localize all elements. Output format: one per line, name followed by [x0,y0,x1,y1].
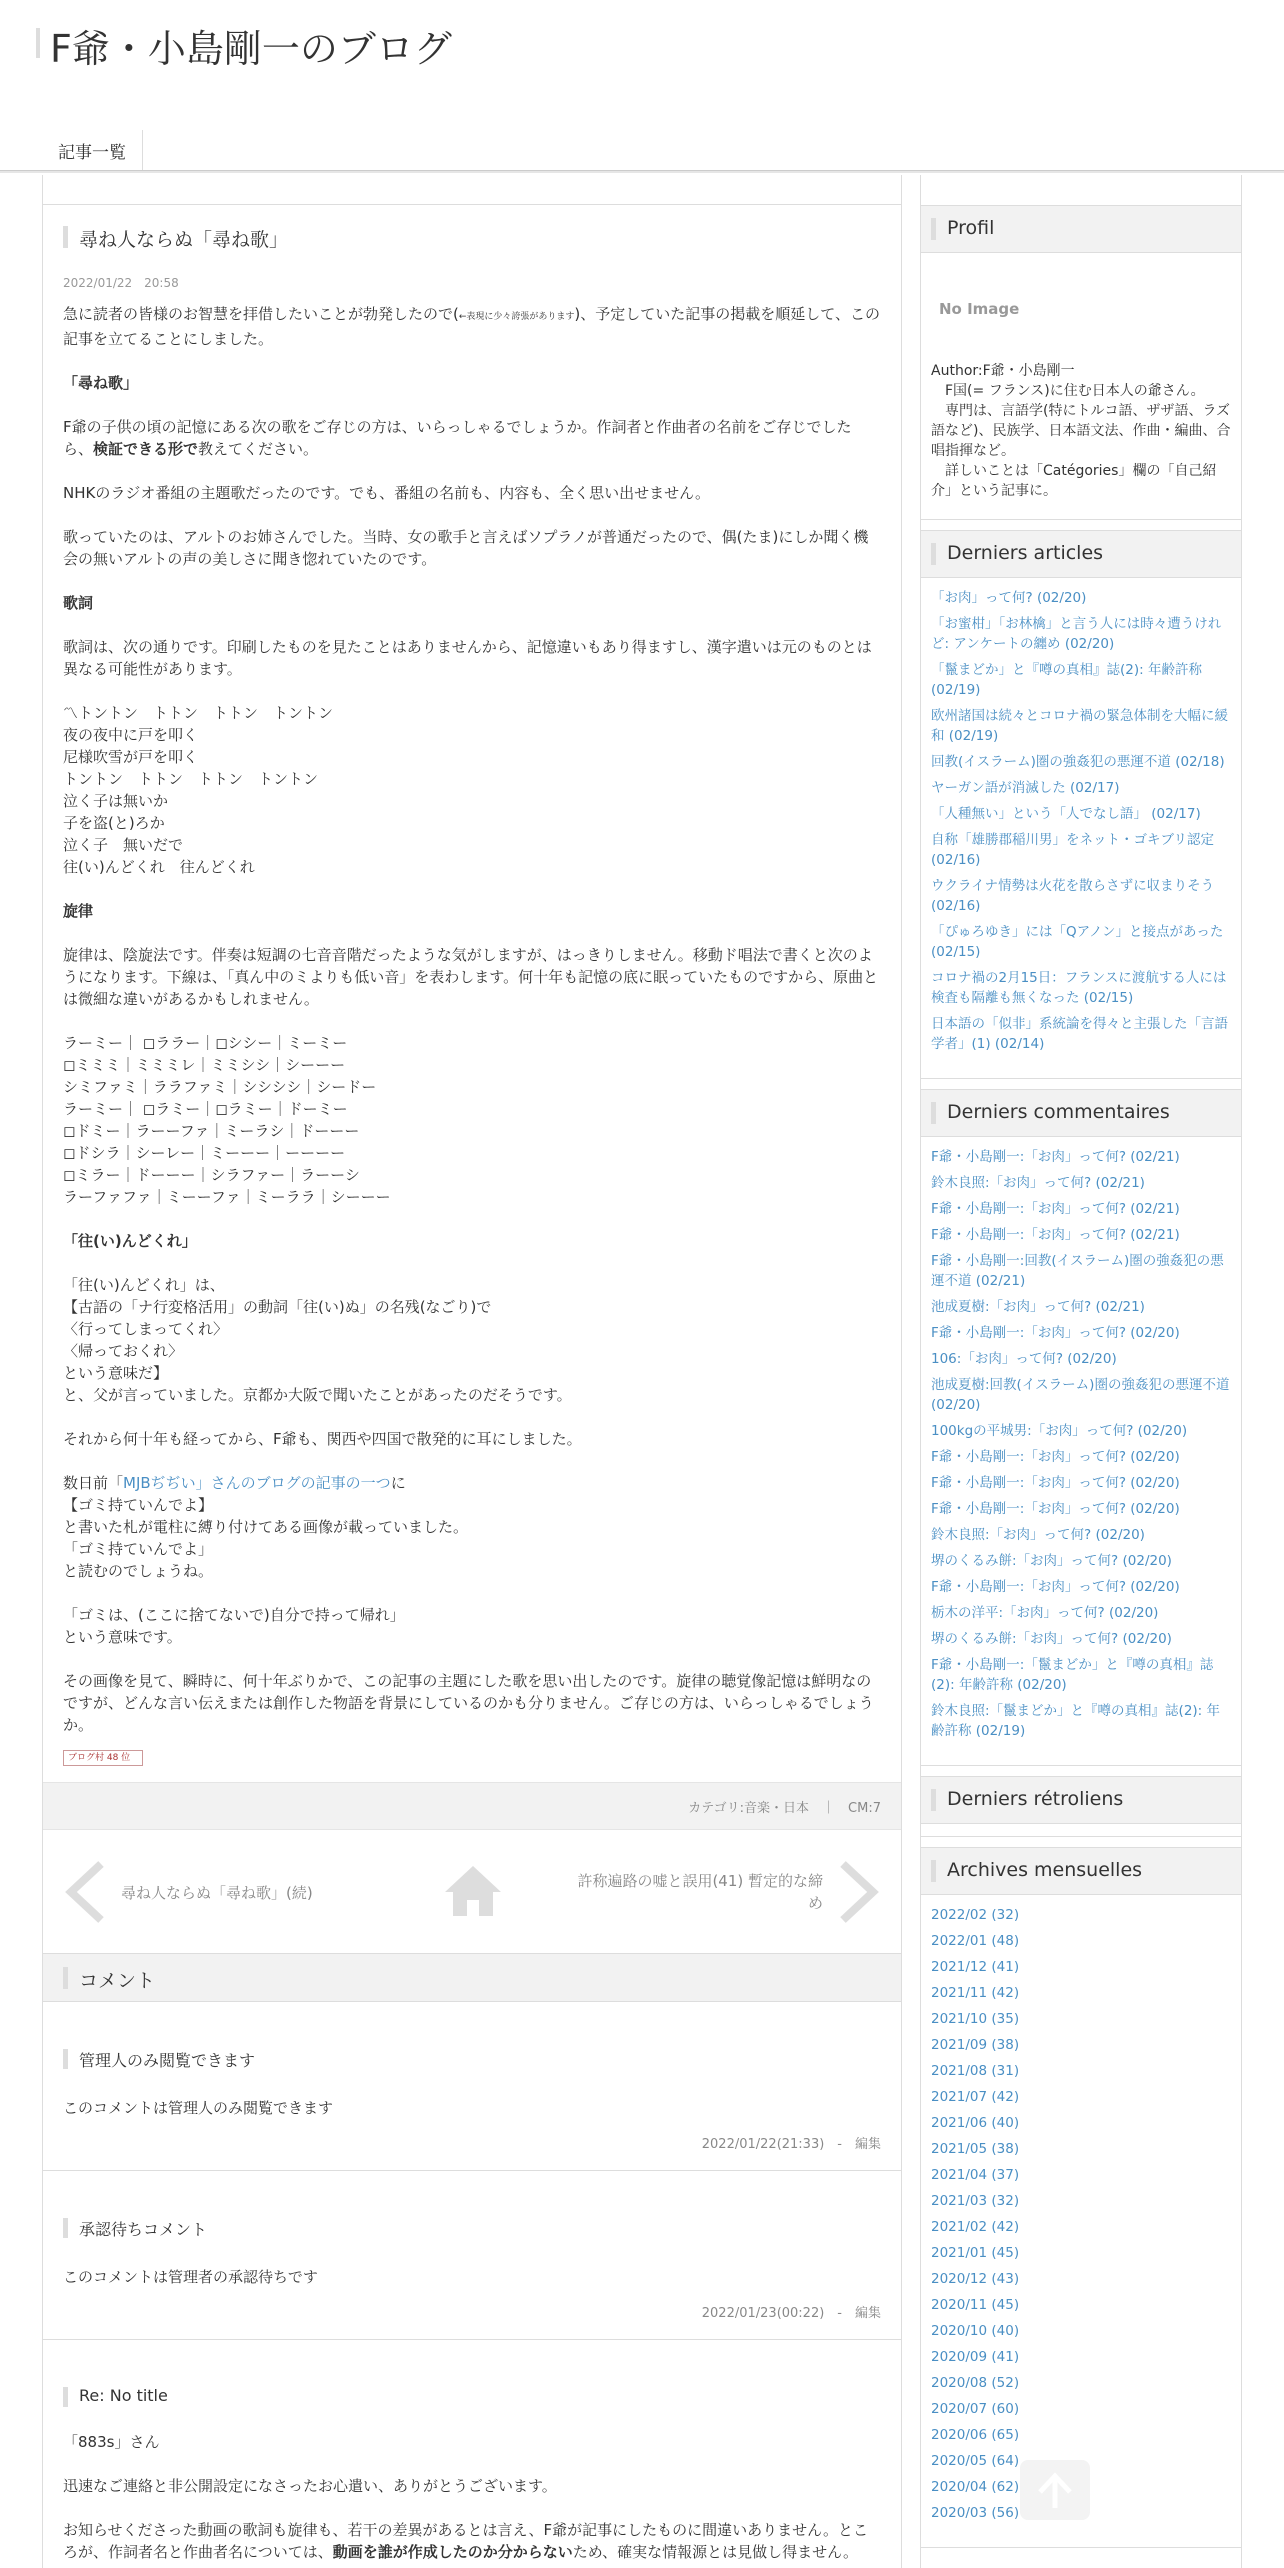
recent-comment-link[interactable]: 池成夏樹:回教(イスラーム)圏の強姦犯の悪運不道 (02/20) [931,1377,1230,1413]
comments-title: コメント [63,1966,881,1993]
section-heading: 旋律 [63,902,94,920]
chevron-right-icon [837,1860,881,1924]
recent-comments-title: Derniers commentaires [931,1101,1231,1123]
section-heading: 「往(い)んどくれ」 [63,1232,197,1250]
arrow-up-icon [1020,2460,1090,2520]
comment-text: このコメントは管理者の承認待ちです [63,2268,318,2286]
text: )、予定していた記事の掲載を順延して、この記事を立てることにしました。 [63,305,880,348]
archive-link[interactable]: 2020/04 (62) [931,2479,1020,2495]
title-accent-bar [36,28,40,58]
text: F爺の子供の頃の記憶にある次の歌をご存じの方は、いらっしゃるでしょうか。作詞者と作曲者の名前をご存じでしたら、 [63,418,852,458]
recent-article-link[interactable]: 日本語の「似非」系統論を得々と主張した「言語学者」(1) (02/14) [931,1016,1228,1052]
blog-ranking-badge[interactable]: ブログ村 48 位 [63,1750,143,1766]
archive-link[interactable]: 2020/07 (60) [931,2401,1020,2417]
recent-comments-header [921,1089,1241,1137]
prev-article-link[interactable] [63,1852,363,1932]
recent-comment-link[interactable]: 鈴木良照:「鬣まどか」と『噂の真相』誌(2): 年齢許称 (02/19) [931,1703,1221,1739]
profile-avatar: No Image [939,300,1020,318]
recent-comment-link[interactable]: F爺・小島剛一:回教(イスラーム)圏の強姦犯の悪運不道 (02/21) [931,1253,1224,1289]
recent-comment-link[interactable]: 堺のくるみ餅:「お肉」って何? (02/20) [931,1631,1172,1647]
lyrics-block: 〽トントン トトン トトン トントン 夜の夜中に戸を叩く 尼様吹雪が戸を叩く トントン トトン トトン トントン 泣く子は無いか 子を盗(と)ろか 泣く子 無いだで 往(い)んどくれ 往んどくれ [63,704,334,876]
paragraph-alto: 歌っていたのは、アルトのお姉さんでした。当時、女の歌手と言えばソプラノが普通だったので、偶(たま)にしか聞く機会の無いアルトの声の美しさに聞き惚れていたのです。 [63,528,869,568]
text: ため、確実な情報源とは見做し得ません。 [572,2543,859,2561]
archive-link[interactable]: 2021/05 (38) [931,2141,1020,2157]
heading-song [63,372,881,394]
section-heading: 「尋ね歌」 [63,374,139,392]
paragraph-conclusion: その画像を見て、瞬時に、何十年ぶりかで、この記事の主題にした歌を思い出したのです。旋律の聴覚像記憶は鮮明なのですが、どんな言い伝えまたは創作した物語を背景にしているのかも分りません。ご存じの方は、いらっしゃるでしょうか。 [63,1672,874,1734]
comment-title: 管理人のみ閲覧できます [63,2048,881,2071]
heading-lyrics [63,592,881,614]
archive-link[interactable]: 2021/08 (31) [931,2063,1020,2079]
recent-comments-list [921,1137,1241,1766]
melody-line: ◻ミミミ｜ミミミレ｜ミミシシ｜シーーー [63,1056,346,1074]
melody-line: シミファミ｜ララファミ｜シシシシ｜シードー [63,1078,377,1096]
back-to-top-button[interactable] [1020,2460,1090,2520]
melody-block [63,1032,881,1208]
comment-item [43,2048,901,2171]
emphasis: 検証できる形で [93,440,199,458]
paragraph-lyrics-intro: 歌詞は、次の通りです。印刷したものを見たことはありませんから、記憶違いもあり得ますし、漢字遣いは元のものとは異なる可能性があります。 [63,638,872,678]
recent-comment-link[interactable]: 100kgの平城男:「お肉」って何? (02/20) [931,1423,1188,1439]
archives-header [921,1847,1241,1895]
archive-link[interactable]: 2020/05 (64) [931,2453,1020,2469]
archive-link[interactable]: 2021/12 (41) [931,1959,1020,1975]
archive-link[interactable]: 2021/11 (42) [931,1985,1020,2001]
recent-article-link[interactable]: 回教(イスラーム)圏の強姦犯の悪運不道 (02/18) [931,754,1225,770]
recent-article-link[interactable]: 「ぴゅろゆき」には「Qアノン」と接点があった (02/15) [931,924,1224,960]
archive-link[interactable]: 2020/12 (43) [931,2271,1020,2287]
mjb-blog-link[interactable]: MJBぢぢい」さんのブログの記事の一つ [123,1474,391,1492]
nav-divider [0,170,1284,173]
recent-comment-link[interactable]: 堺のくるみ餅:「お肉」って何? (02/20) [931,1553,1172,1569]
recent-article-link[interactable]: 欧州諸国は続々とコロナ禍の緊急体制を大幅に緩和 (02/19) [931,708,1228,744]
text: お知らせくださった動画の歌詞も旋律も、若干の差異があるとは言え、F爺が記事にしたものに間違いありません。ところが、作詞者名と作曲者名については、 [63,2521,868,2561]
recent-article-link[interactable]: ヤーガン語が消滅した (02/17) [931,780,1120,796]
heading-indokure [63,1230,881,1252]
paragraph-kansai: それから何十年も経ってから、F爺も、関西や四国で散発的に耳にしました。 [63,1430,582,1448]
text: 数日前「 [63,1474,124,1492]
nav-article-list[interactable]: 記事一覧 [42,130,143,171]
comment-paragraph [63,2519,881,2563]
recent-article-link[interactable]: 「お蜜柑」「お林檎」と言う人には時々遭うけれど: アンケートの纏め (02/20) [931,616,1222,652]
archive-link[interactable]: 2020/06 (65) [931,2427,1020,2443]
comment-item [43,2217,901,2340]
paragraph-melody-intro: 旋律は、陰旋法です。伴奏は短調の七音音階だったような気がしますが、はっきりしません。移動ド唱法で書くと次のようになります。下線は、「真ん中のミよりも低い音」を表わします。何十年も記憶の底に眠っていたものですから、原曲とは微細な違いがあるかもしれません。 [63,946,879,1008]
profile-description: F国(= フランス)に住む日本人の爺さん。 専門は、言語学(特にトルコ語、ザザ語、ラズ語など)、民族学、日本語文法、作曲・編曲、合唱指揮など。 詳しいことは「Catégories」欄の「自己紹介」という記事に。 [931,383,1231,499]
archive-link[interactable]: 2021/03 (32) [931,2193,1020,2209]
recent-comment-link[interactable]: F爺・小島剛一:「お肉」って何? (02/20) [931,1579,1180,1595]
sidebar [920,175,1242,2568]
top-gap [43,175,901,205]
article [43,225,901,1766]
recent-articles-list [921,578,1241,1079]
recent-article-link[interactable]: 「お肉」って何? (02/20) [931,590,1087,606]
spacer [921,1766,1241,1776]
archives-list [921,1895,1241,2548]
recent-comment-link[interactable]: 鈴木良照:「お肉」って何? (02/21) [931,1175,1145,1191]
melody-line: ◻ドミー｜ラーーファ｜ミーラシ｜ドーーー [63,1122,360,1140]
recent-comment-link[interactable]: F爺・小島剛一:「お肉」って何? (02/21) [931,1227,1180,1243]
comment-meta[interactable]: 2022/01/23(00:22) - 編集 [701,2306,881,2321]
archive-link[interactable]: 2020/09 (41) [931,2349,1020,2365]
melody-line: ラーファファ｜ミーーファ｜ミーララ｜シーーー [63,1188,391,1206]
recent-comment-link[interactable]: F爺・小島剛一:「鬣まどか」と『噂の真相』誌(2): 年齢許称 (02/20) [931,1657,1214,1693]
comment-text: このコメントは管理人のみ閲覧できます [63,2099,334,2117]
melody-line: ◻ドシラ｜シーレー｜ミーーー｜ーーーー [63,1144,346,1162]
text: に 【ゴミ持ていんでよ】 と書いた札が電柱に縛り付けてある画像が載っていました。 「ゴミ持ていんでよ」 と読むのでしょうね。 [63,1474,469,1580]
recent-comment-link[interactable]: F爺・小島剛一:「お肉」って何? (02/21) [931,1201,1180,1217]
paragraph-nhk: NHKのラジオ番組の主題歌だったのです。でも、番組の名前も、内容も、全く思い出せません。 [63,484,711,502]
chevron-left-icon [63,1860,107,1924]
paragraph-intro [63,303,881,350]
prev-article-title: 尋ね人ならぬ「尋ね歌」(続) [121,1884,313,1902]
archives-title: Archives mensuelles [931,1859,1231,1881]
archive-link[interactable]: 2020/08 (52) [931,2375,1020,2391]
comment-meta[interactable]: 2022/01/22(21:33) - 編集 [701,2137,881,2152]
pager [43,1830,901,1954]
spacer [921,520,1241,530]
archive-link[interactable]: 2021/04 (37) [931,2167,1020,2183]
next-article-link[interactable] [561,1852,881,1932]
profile-author: Author:F爺・小島剛一 [931,363,1075,379]
archive-link[interactable]: 2020/11 (45) [931,2297,1020,2313]
comment-paragraph: 迅速なご連絡と非公開設定になさったお心遣い、ありがとうございます。 [63,2477,557,2495]
paragraph-meaning: 「ゴミは、(ここに捨てないで)自分で持って帰れ」 という意味です。 [63,1606,405,1646]
trackbacks-header [921,1776,1241,1824]
recent-comment-link[interactable]: F爺・小島剛一:「お肉」って何? (02/20) [931,1449,1180,1465]
text: 急に読者の皆様のお智慧を拝借したいことが勃発したので( [63,305,459,323]
recent-articles-header [921,530,1241,578]
comment-paragraph: 「883s」さん [63,2433,160,2451]
profile-box [921,253,1241,520]
paragraph-request [63,416,881,460]
archive-link[interactable]: 2022/02 (32) [931,1907,1020,1923]
recent-articles-title: Derniers articles [931,542,1231,564]
archive-link[interactable]: 2022/01 (48) [931,1933,1020,1949]
archive-link[interactable]: 2021/02 (42) [931,2219,1020,2235]
recent-comment-link[interactable]: 池成夏樹:「お肉」って何? (02/21) [931,1299,1145,1315]
text: 教えてください。 [198,440,319,458]
top-nav [42,130,143,170]
paragraph-indokure: 「往(い)んどくれ」は、 【古語の「ナ行変格活用」の動詞「往(い)ぬ」の名残(なごり)で 〈行ってしまってくれ〉 〈帰っておくれ〉 という意味だ】 と、父が言っていました。京都か大阪で聞いたことがあったのだそうです。 [63,1276,572,1404]
recent-comment-link[interactable]: F爺・小島剛一:「お肉」って何? (02/20) [931,1501,1180,1517]
next-article-title: 許称遍路の嘘と誤用(41) 暫定的な締め [577,1872,823,1912]
heading-melody [63,900,881,922]
spacer [921,1079,1241,1089]
paragraph-mjb [63,1472,881,1582]
article-body [63,303,881,1766]
trackbacks-box [921,1824,1241,1837]
main-column [42,175,902,2568]
profile-title: Profil [931,217,1231,239]
melody-line: ラーミー｜ ◻ラミー｜◻ラミー｜ドーミー [63,1100,348,1118]
recent-comment-link[interactable]: 106:「お肉」って何? (02/20) [931,1351,1117,1367]
emphasis: 動画を誰が作成したのか分からない [332,2543,573,2561]
section-heading: 歌詞 [63,594,94,612]
recent-article-link[interactable]: ウクライナ情勢は火花を散らさずに収まりそう (02/16) [931,878,1215,914]
recent-article-link[interactable]: 自称「雄勝郡稲川男」をネット・ゴキブリ認定 (02/16) [931,832,1214,868]
article-footer: カテゴリ:音楽・日本 ｜ CM:7 [43,1782,901,1830]
comment-item [43,2386,901,2563]
side-gap [921,175,1241,205]
recent-article-link[interactable]: 「人種無い」という「人でなし語」 (02/17) [931,806,1201,822]
recent-comment-link[interactable]: F爺・小島剛一:「お肉」って何? (02/21) [931,1149,1180,1165]
archive-link[interactable]: 2021/01 (45) [931,2245,1020,2261]
article-title: 尋ね人ならぬ「尋ね歌」 [63,225,881,252]
small-note: ←表現に少々誇張があります [458,312,575,322]
archive-link[interactable]: 2021/10 (35) [931,2011,1020,2027]
profile-header [921,205,1241,253]
comment-title: Re: No title [63,2386,881,2405]
article-date: 2022/01/22 20:58 [63,276,179,290]
recent-comment-link[interactable]: F爺・小島剛一:「お肉」って何? (02/20) [931,1475,1180,1491]
recent-article-link[interactable]: コロナ禍の2月15日：フランスに渡航する人には検査も隔離も無くなった (02/15) [931,970,1227,1006]
archive-link[interactable]: 2020/03 (56) [931,2505,1020,2521]
archive-link[interactable]: 2020/10 (40) [931,2323,1020,2339]
archive-link[interactable]: 2021/07 (42) [931,2089,1020,2105]
recent-comment-link[interactable]: 栃木の洋平:「お肉」って何? (02/20) [931,1605,1159,1621]
recent-comment-link[interactable]: 鈴木良照:「お肉」って何? (02/20) [931,1527,1145,1543]
comment-text [63,2431,881,2563]
archive-link[interactable]: 2021/06 (40) [931,2115,1020,2131]
site-header [0,0,1284,175]
recent-comment-link[interactable]: F爺・小島剛一:「お肉」って何? (02/20) [931,1325,1180,1341]
archive-link[interactable]: 2021/09 (38) [931,2037,1020,2053]
melody-line: ラーミー｜ ◻ララー｜◻シシー｜ミーミー [63,1034,348,1052]
comment-title: 承認待ちコメント [63,2217,881,2240]
recent-article-link[interactable]: 「鬣まどか」と『噂の真相』誌(2): 年齢許称 (02/19) [931,662,1202,698]
spacer [921,1837,1241,1847]
melody-line: ◻ミラー｜ドーーー｜シラファー｜ラーーシ [63,1166,360,1184]
site-title[interactable]: F爺・小島剛一のブログ [50,27,452,71]
comments-header [43,1954,901,2002]
trackbacks-title: Derniers rétroliens [931,1788,1231,1810]
home-icon[interactable] [443,1862,503,1918]
